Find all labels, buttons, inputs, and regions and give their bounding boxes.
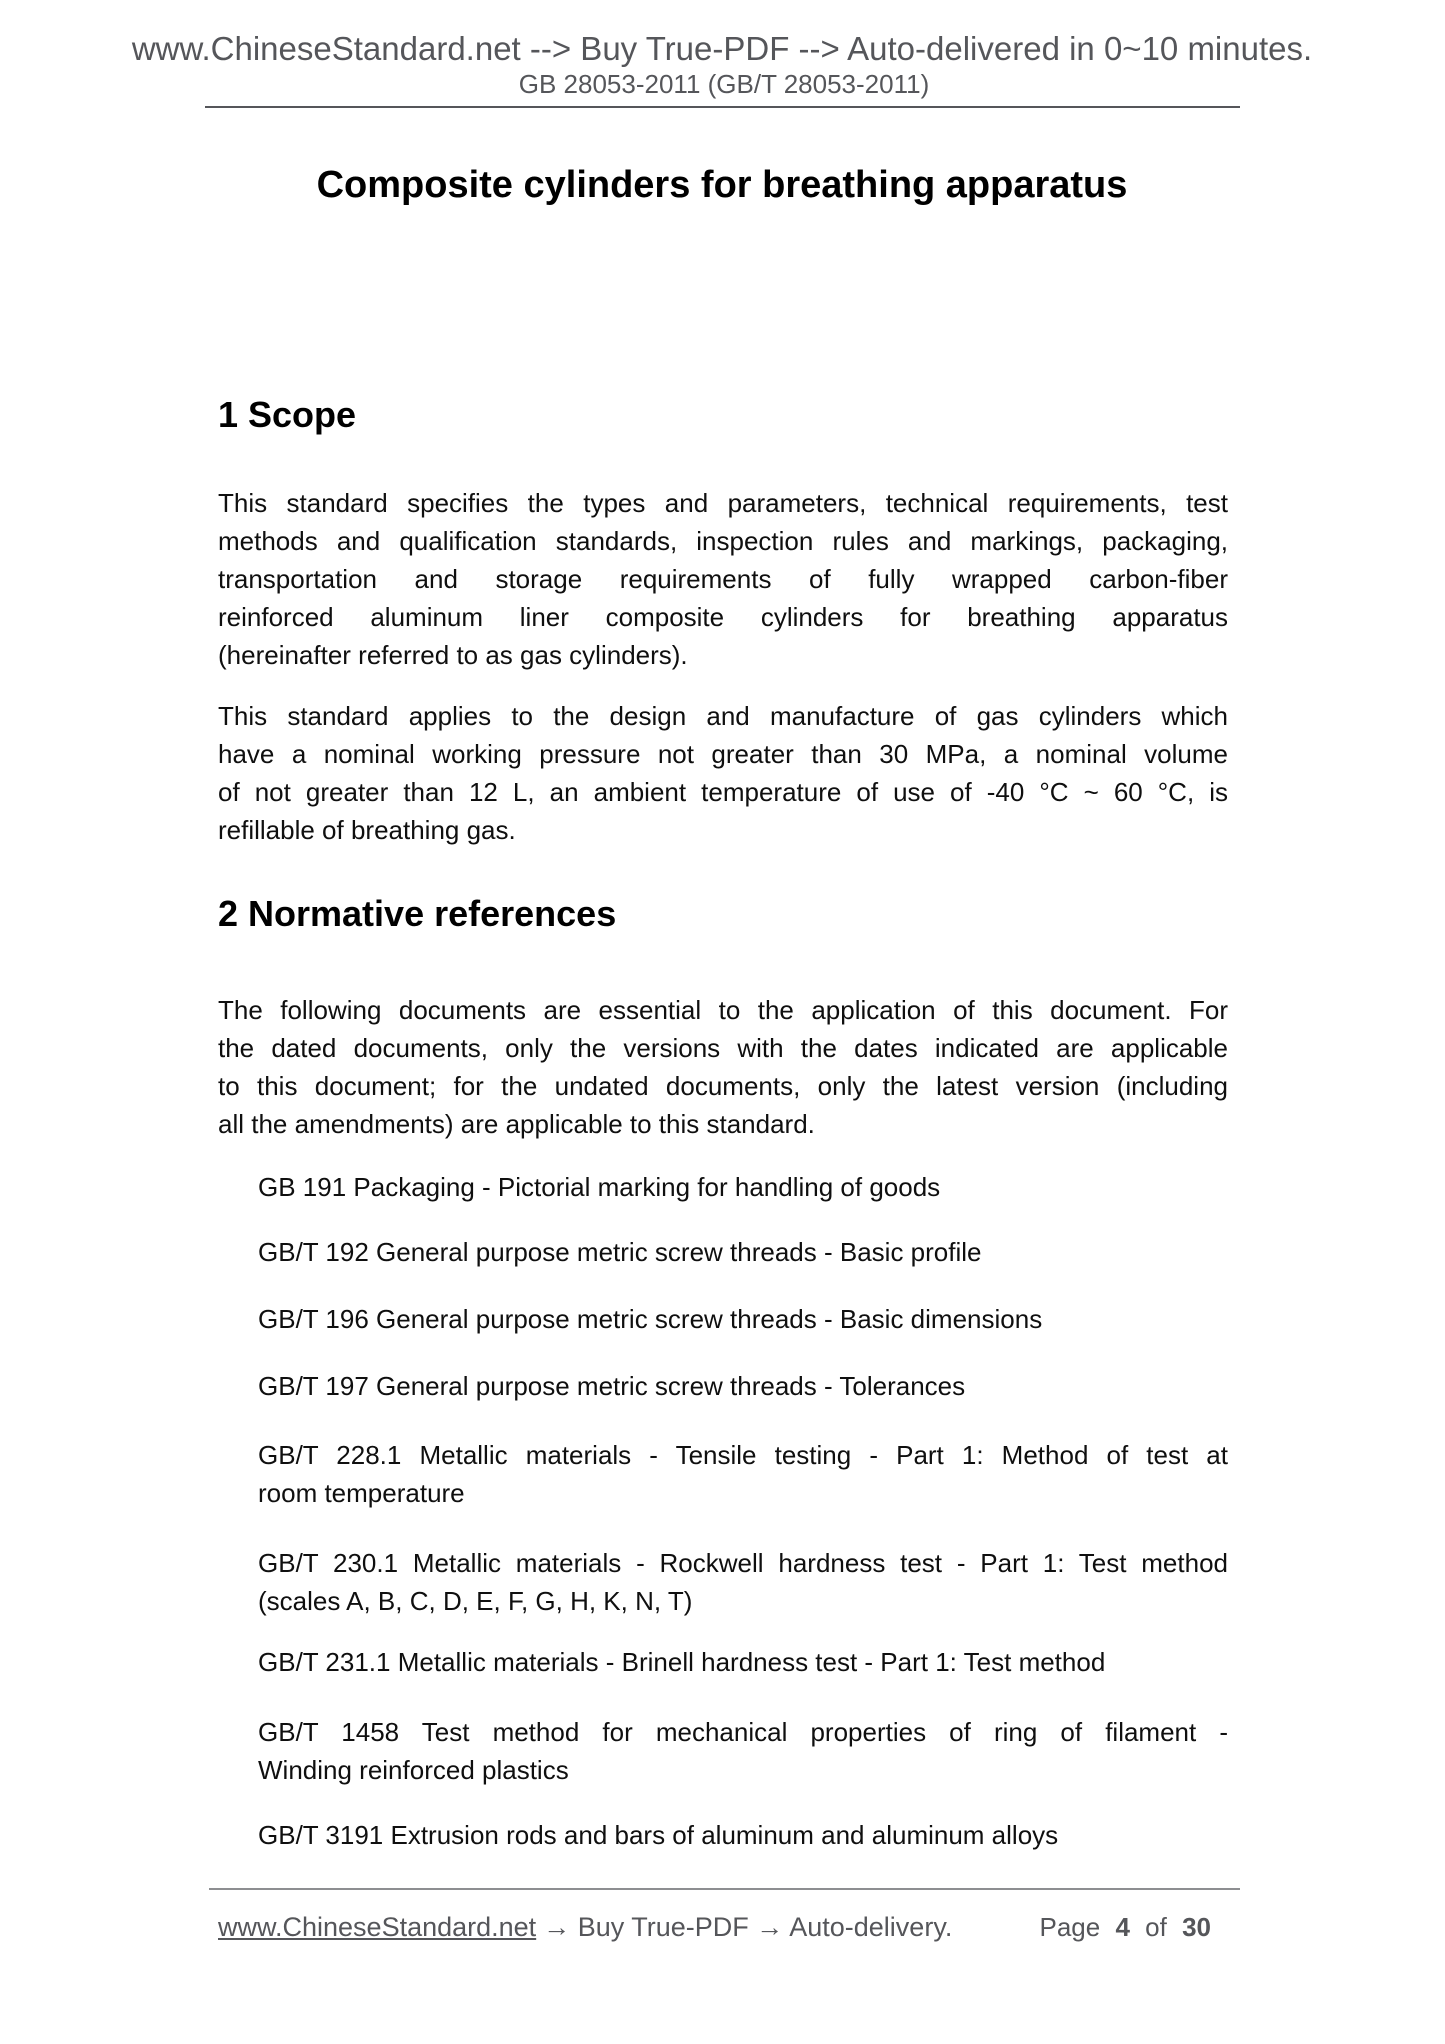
- text-line: GB/T 230.1 Metallic materials - Rockwell hardness test - Part 1: Test method: [258, 1548, 1228, 1578]
- page-indicator: [1039, 1912, 1211, 1943]
- reference-item: [258, 1436, 1228, 1512]
- scope-paragraph-1: [218, 484, 1228, 674]
- header-banner: www.ChineseStandard.net --> Buy True-PDF --> Auto-delivered in 0~10 minutes.: [131, 30, 1313, 67]
- text-line: GB/T 228.1 Metallic materials - Tensile testing - Part 1: Method of test at: [258, 1440, 1228, 1470]
- text-line: room temperature: [258, 1478, 465, 1508]
- header-rule: [205, 106, 1240, 108]
- reference-item: [258, 1816, 1228, 1854]
- page-word: Page: [1039, 1912, 1101, 1942]
- text-line: This standard applies to the design and manufacture of gas cylinders which: [218, 701, 1228, 731]
- reference-item: [258, 1713, 1228, 1789]
- text-line: Winding reinforced plastics: [258, 1755, 569, 1785]
- footer-tagline-text: → Buy True-PDF → Auto-delivery.: [543, 1912, 953, 1942]
- text-line: refillable of breathing gas.: [218, 815, 516, 845]
- section-2-heading: 2 Normative references: [218, 893, 617, 934]
- reference-item: [258, 1544, 1228, 1620]
- text-line: This standard specifies the types and parameters, technical requirements, test: [218, 488, 1228, 518]
- text-line: of not greater than 12 L, an ambient temperature of use of -40 °C ~ 60 °C, is: [218, 777, 1228, 807]
- text-line: transportation and storage requirements of fully wrapped carbon-fiber: [218, 564, 1228, 594]
- footer-link[interactable]: www.ChineseStandard.net: [218, 1912, 537, 1942]
- reference-item: [258, 1300, 1228, 1338]
- reference-item: [258, 1643, 1228, 1681]
- text-line: GB/T 1458 Test method for mechanical properties of ring of filament -: [258, 1717, 1228, 1747]
- header-doc-number: GB 28053-2011 (GB/T 28053-2011): [518, 69, 930, 99]
- reference-item: [258, 1233, 1228, 1271]
- text-line: GB 191 Packaging - Pictorial marking for handling of goods: [258, 1172, 941, 1202]
- text-line: the dated documents, only the versions with the dates indicated are applicable: [218, 1033, 1228, 1063]
- page-total: 30: [1182, 1912, 1211, 1942]
- text-line: GB/T 231.1 Metallic materials - Brinell hardness test - Part 1: Test method: [258, 1647, 1106, 1677]
- reference-item: [258, 1168, 1228, 1206]
- scope-paragraph-2: [218, 697, 1228, 849]
- text-line: (scales A, B, C, D, E, F, G, H, K, N, T): [258, 1586, 693, 1616]
- text-line: GB/T 192 General purpose metric screw threads - Basic profile: [258, 1237, 982, 1267]
- text-line: The following documents are essential to the application of this document. For: [218, 995, 1228, 1025]
- text-line: to this document; for the undated documents, only the latest version (including: [218, 1071, 1228, 1101]
- normative-intro-paragraph: [218, 991, 1228, 1143]
- text-line: GB/T 3191 Extrusion rods and bars of aluminum and aluminum alloys: [258, 1820, 1059, 1850]
- reference-item: [258, 1367, 1228, 1405]
- text-line: methods and qualification standards, inspection rules and markings, packaging,: [218, 526, 1228, 556]
- text-line: have a nominal working pressure not greater than 30 MPa, a nominal volume: [218, 739, 1228, 769]
- section-1-heading: 1 Scope: [218, 394, 357, 435]
- text-line: all the amendments) are applicable to this standard.: [218, 1109, 815, 1139]
- doc-title: Composite cylinders for breathing apparatus: [316, 164, 1128, 206]
- text-line: (hereinafter referred to as gas cylinders).: [218, 640, 688, 670]
- footer-rule: [209, 1888, 1240, 1890]
- text-line: GB/T 197 General purpose metric screw threads - Tolerances: [258, 1371, 966, 1401]
- footer-tagline: [218, 1910, 952, 1944]
- of-word: of: [1145, 1912, 1167, 1942]
- page-current: 4: [1115, 1912, 1130, 1942]
- text-line: GB/T 196 General purpose metric screw threads - Basic dimensions: [258, 1304, 1043, 1334]
- text-line: reinforced aluminum liner composite cylinders for breathing apparatus: [218, 602, 1228, 632]
